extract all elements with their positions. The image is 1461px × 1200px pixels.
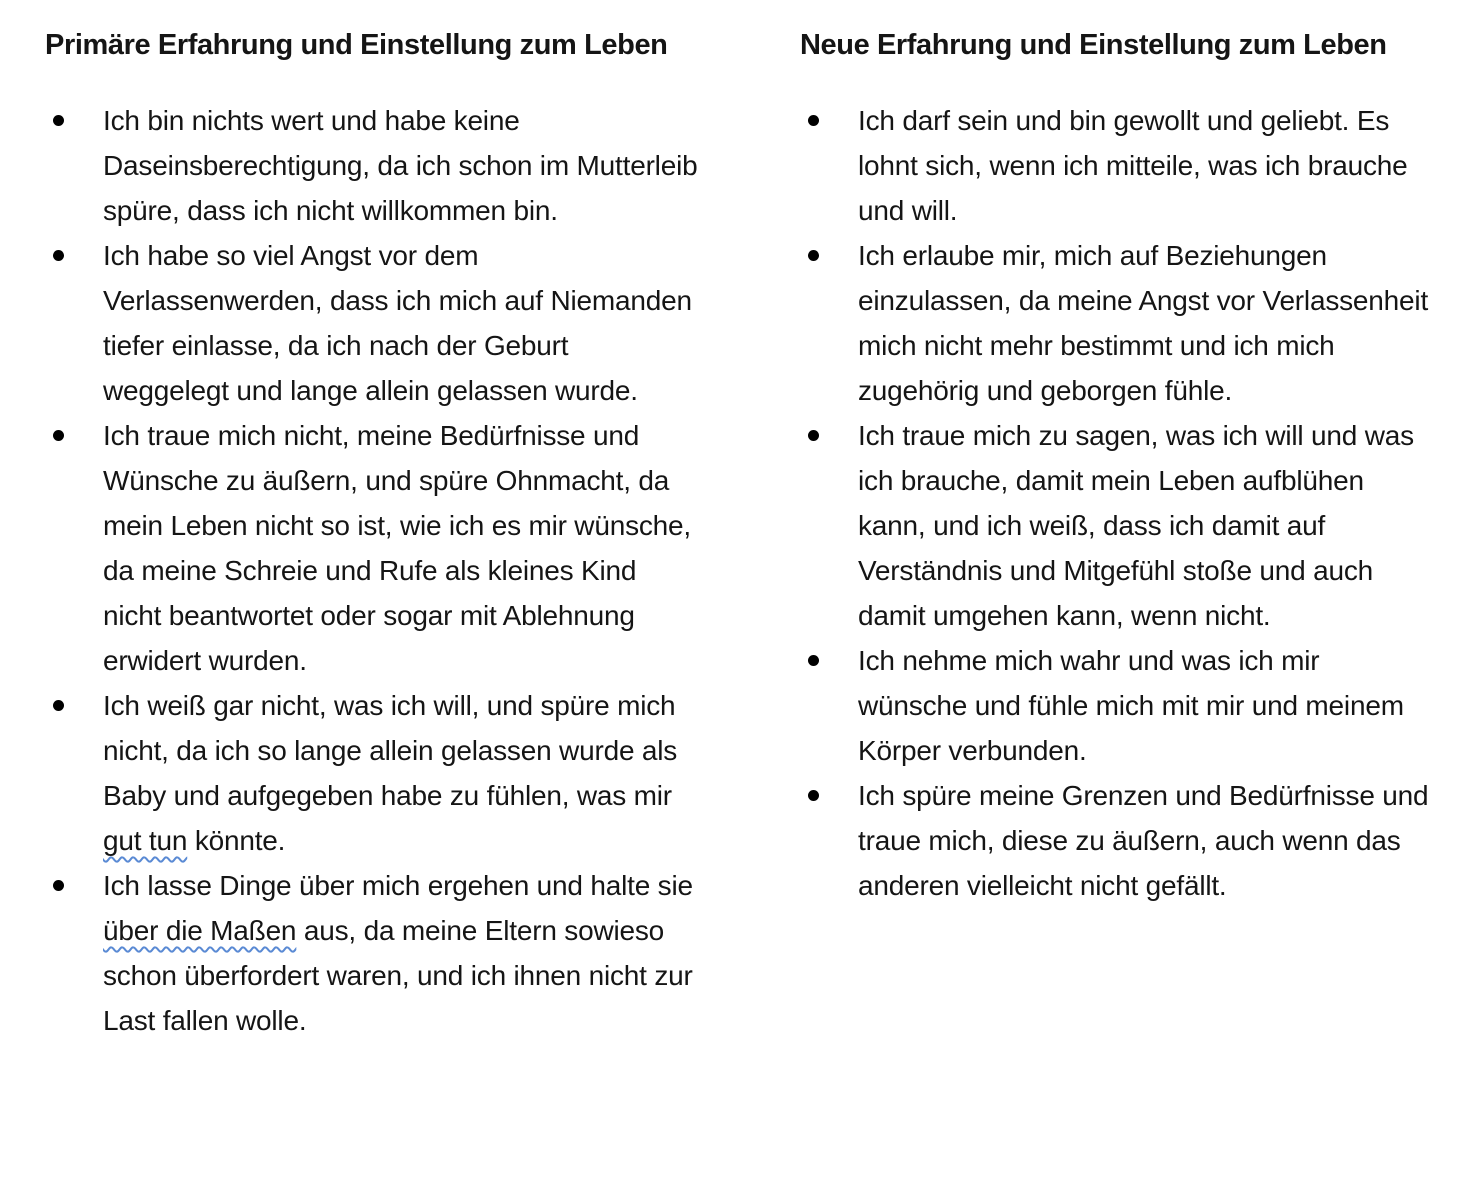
list-item-text <box>103 870 693 1036</box>
bullet-icon <box>808 250 819 261</box>
bullet-icon <box>808 115 819 126</box>
text-segment: Ich spüre meine Grenzen und Bedürfnisse und traue mich, diese zu äußern, auch wenn das anderen vielleicht nicht gefällt. <box>858 780 1429 901</box>
bullet-icon <box>808 655 819 666</box>
bullet-icon <box>53 250 64 261</box>
bullet-icon <box>53 115 64 126</box>
spellcheck-squiggle: gut tun <box>103 825 188 856</box>
column-heading-primary: Primäre Erfahrung und Einstellung zum Leben <box>45 29 668 61</box>
list-item-text <box>858 780 1428 901</box>
text-segment: Ich traue mich zu sagen, was ich will und was ich brauche, damit mein Leben aufblühen kann, und ich weiß, dass ich damit auf Verständnis und Mitgefühl stoße und auch damit umgehen kann, wenn nicht. <box>858 420 1414 631</box>
list-item <box>800 638 1433 773</box>
list-item <box>800 413 1433 638</box>
list-item <box>45 863 700 1043</box>
list-item-text <box>103 420 691 676</box>
column-heading-new: Neue Erfahrung und Einstellung zum Leben <box>800 29 1387 61</box>
bullet-icon <box>808 430 819 441</box>
list-item <box>45 413 700 683</box>
spellcheck-squiggle: über die Maßen <box>103 915 297 946</box>
bullet-icon <box>53 700 64 711</box>
list-item <box>800 233 1433 413</box>
text-segment: könnte. <box>187 825 286 856</box>
bullet-list-primary <box>45 98 700 1043</box>
list-item-text <box>858 105 1408 226</box>
list-item-text <box>858 645 1404 766</box>
text-segment: Ich erlaube mir, mich auf Beziehungen einzulassen, da meine Angst vor Verlassenheit mich nicht mehr bestimmt und ich mich zugehörig und geborgen fühle. <box>858 240 1429 406</box>
list-item-text <box>103 690 677 856</box>
text-segment: Ich bin nichts wert und habe keine Daseinsberechtigung, da ich schon im Mutterleib spüre, dass ich nicht willkommen bin. <box>103 105 698 226</box>
text-segment: Ich nehme mich wahr und was ich mir wünsche und fühle mich mit mir und meinem Körper verbunden. <box>858 645 1404 766</box>
list-item <box>800 773 1433 908</box>
column-new-experience <box>800 25 1433 1200</box>
text-segment: Ich traue mich nicht, meine Bedürfnisse und Wünsche zu äußern, und spüre Ohnmacht, da mein Leben nicht so ist, wie ich es mir wünsche, da meine Schreie und Rufe als kleines Kind nicht beantwortet oder sogar mit Ablehnung erwidert wurden. <box>103 420 691 676</box>
text-segment: Ich habe so viel Angst vor dem Verlassenwerden, dass ich mich auf Niemanden tiefer einlasse, da ich nach der Geburt weggelegt und lange allein gelassen wurde. <box>103 240 692 406</box>
column-primary-experience <box>45 25 700 1200</box>
list-item-text <box>103 240 692 406</box>
text-segment: aus, da meine Eltern sowieso schon überfordert waren, und ich ihnen nicht zur Last fallen wolle. <box>103 915 693 1036</box>
text-segment: Ich lasse Dinge über mich ergehen und halte sie <box>103 870 693 901</box>
list-item <box>800 98 1433 233</box>
bullet-icon <box>808 790 819 801</box>
list-item-text <box>858 420 1414 631</box>
bullet-icon <box>53 880 64 891</box>
list-item <box>45 683 700 863</box>
list-item <box>45 98 700 233</box>
text-segment: Ich weiß gar nicht, was ich will, und spüre mich nicht, da ich so lange allein gelassen wurde als Baby und aufgegeben habe zu fühlen, was mir <box>103 690 678 811</box>
bullet-icon <box>53 430 64 441</box>
list-item <box>45 233 700 413</box>
bullet-list-new <box>800 98 1433 908</box>
list-item-text <box>103 105 697 226</box>
list-item-text <box>858 240 1428 406</box>
text-segment: Ich darf sein und bin gewollt und geliebt. Es lohnt sich, wenn ich mitteile, was ich brauche und will. <box>858 105 1408 226</box>
